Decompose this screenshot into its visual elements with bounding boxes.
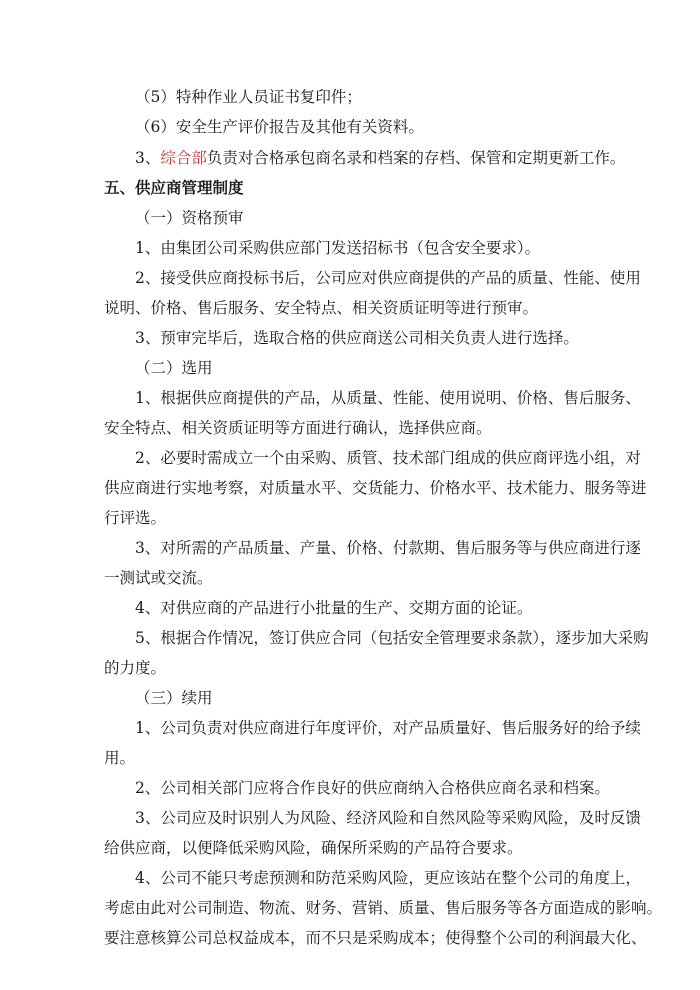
paragraph-line: 2、必要时需成立一个由采购、质管、技术部门组成的供应商评选小组，对: [135, 449, 641, 467]
paragraph-line: 2、公司相关部门应将合作良好的供应商纳入合格供应商名录和档案。: [135, 779, 610, 797]
paragraph-archive-duty: [135, 148, 625, 168]
paragraph-line: 的力度。: [104, 659, 167, 677]
paragraph-line: 4、对供应商的产品进行小批量的生产、交期方面的论证。: [135, 599, 533, 617]
paragraph-line: 1、根据供应商提供的产品，从质量、性能、使用说明、价格、售后服务、: [135, 389, 641, 407]
paragraph-line: 3、预审完毕后，选取合格的供应商送公司相关负责人进行选择。: [135, 329, 579, 347]
paragraph-line: 3、对所需的产品质量、产量、价格、付款期、售后服务等与供应商进行逐: [135, 539, 641, 557]
paragraph-line: 要注意核算公司总权益成本，而不只是采购成本；使得整个公司的利润最大化、: [104, 929, 647, 947]
paragraph-line: 一测试或交流。: [104, 569, 213, 587]
paragraph-line: 2、接受供应商投标书后，公司应对供应商提供的产品的质量、性能、使用: [135, 269, 641, 287]
paragraph-line: 考虑由此对公司制造、物流、财务、营销、质量、售后服务等各方面造成的影响。: [104, 899, 663, 917]
list-item-6: （6）安全生产评价报告及其他有关资料。: [135, 118, 424, 136]
subsection-heading-prequalification: （一）资格预审: [135, 209, 244, 227]
paragraph-line: 供应商进行实地考察，对质量水平、交货能力、价格水平、技术能力、服务等进: [104, 479, 647, 497]
paragraph-line: 安全特点、相关资质证明等方面进行确认，选择供应商。: [104, 419, 492, 437]
paragraph-line: 1、公司负责对供应商进行年度评价，对产品质量好、售后服务好的给予续: [135, 719, 641, 737]
subsection-heading-selection: （二）选用: [135, 359, 213, 377]
list-item-5: （5）特种作业人员证书复印件；: [135, 88, 362, 106]
paragraph-line: 用。: [104, 749, 136, 767]
paragraph-line: 说明、价格、售后服务、安全特点、相关资质证明等进行预审。: [104, 299, 539, 317]
paragraph-line: 5、根据合作情况，签订供应合同（包括安全管理要求条款），逐步加大采购: [135, 629, 649, 647]
paragraph-number: 3、: [135, 149, 161, 167]
section-heading: 五、供应商管理制度: [104, 179, 244, 197]
paragraph-line: 行评选。: [104, 509, 167, 527]
paragraph-text: 负责对合格承包商名录和档案的存档、保管和定期更新工作。: [206, 149, 626, 167]
subsection-heading-continued-use: （三）续用: [135, 689, 213, 707]
paragraph-line: 1、由集团公司采购供应部门发送招标书（包含安全要求）。: [135, 239, 541, 257]
paragraph-line: 给供应商，以便降低采购风险，确保所采购的产品符合要求。: [104, 839, 523, 857]
paragraph-line: 4、公司不能只考虑预测和防范采购风险，更应该站在整个公司的角度上，: [135, 869, 641, 887]
department-highlight: 综合部: [160, 149, 207, 167]
paragraph-line: 3、公司应及时识别人为风险、经济风险和自然风险等采购风险，及时反馈: [135, 809, 641, 827]
